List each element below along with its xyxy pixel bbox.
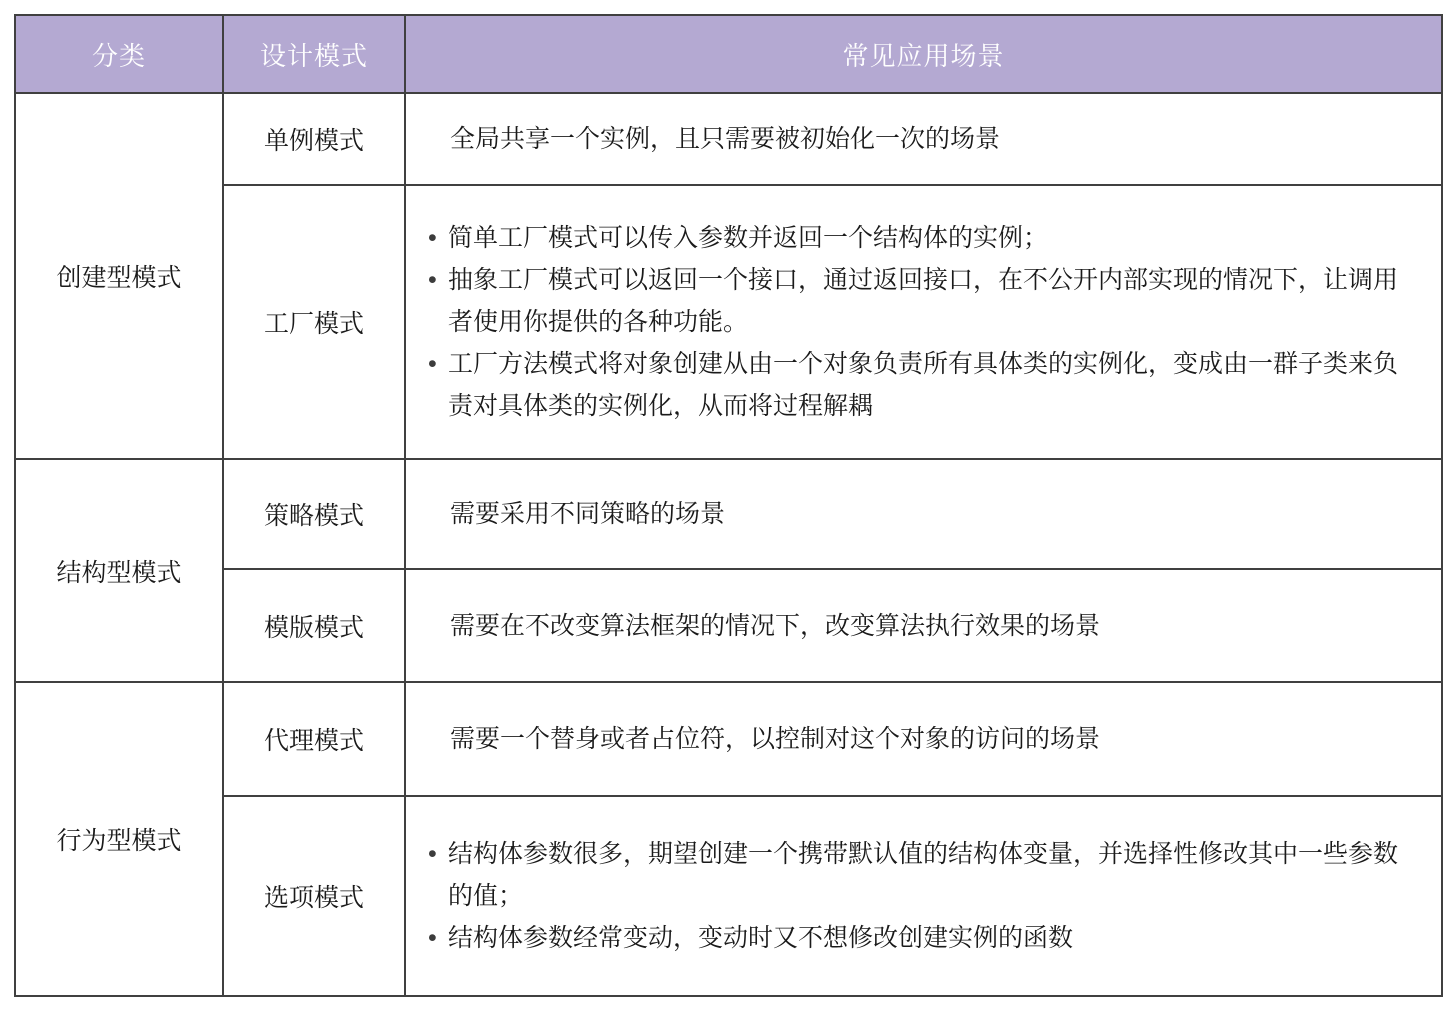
design-patterns-table-wrap: [14, 14, 1443, 997]
pattern-strategy: 策略模式: [223, 459, 405, 569]
scenario-strategy: [405, 459, 1442, 569]
category-behavioral: 行为型模式: [15, 682, 223, 996]
scenario-singleton: [405, 93, 1442, 185]
category-structural: 结构型模式: [15, 459, 223, 682]
scenario-singleton-text: 全局共享一个实例，且只需要被初始化一次的场景: [450, 125, 1001, 153]
table-row-singleton: [15, 93, 1442, 185]
header-category: 分类: [15, 15, 223, 93]
scenario-template: [405, 569, 1442, 682]
options-bullet-1: • 结构体参数很多，期望创建一个携带默认值的结构体变量，并选择性修改其中一些参数的值；: [426, 833, 1417, 917]
table-row-strategy: [15, 459, 1442, 569]
design-patterns-table: [14, 14, 1443, 997]
header-scenario: 常见应用场景: [405, 15, 1442, 93]
scenario-proxy-text: 需要一个替身或者占位符，以控制对这个对象的访问的场景: [450, 725, 1101, 753]
category-creational: 创建型模式: [15, 93, 223, 459]
factory-bullet-3: • 工厂方法模式将对象创建从由一个对象负责所有具体类的实例化，变成由一群子类来负责对具体类的实例化，从而将过程解耦: [426, 343, 1417, 427]
header-pattern: 设计模式: [223, 15, 405, 93]
pattern-options: 选项模式: [223, 796, 405, 996]
factory-bullet-2: • 抽象工厂模式可以返回一个接口，通过返回接口，在不公开内部实现的情况下，让调用者使用你提供的各种功能。: [426, 259, 1417, 343]
pattern-singleton: 单例模式: [223, 93, 405, 185]
factory-bullet-list: [406, 217, 1441, 427]
factory-bullet-1: • 简单工厂模式可以传入参数并返回一个结构体的实例；: [426, 217, 1417, 259]
table-row-factory: [15, 185, 1442, 459]
scenario-factory: [405, 185, 1442, 459]
pattern-template: 模版模式: [223, 569, 405, 682]
pattern-proxy: 代理模式: [223, 682, 405, 796]
table-row-template: [15, 569, 1442, 682]
options-bullet-2: • 结构体参数经常变动，变动时又不想修改创建实例的函数: [426, 917, 1417, 959]
options-bullet-list: [406, 833, 1441, 959]
scenario-options: [405, 796, 1442, 996]
table-header-row: [15, 15, 1442, 93]
scenario-strategy-text: 需要采用不同策略的场景: [450, 500, 726, 528]
table-row-options: [15, 796, 1442, 996]
scenario-template-text: 需要在不改变算法框架的情况下，改变算法执行效果的场景: [450, 611, 1101, 640]
pattern-factory: 工厂模式: [223, 185, 405, 459]
table-row-proxy: [15, 682, 1442, 796]
scenario-proxy: [405, 682, 1442, 796]
